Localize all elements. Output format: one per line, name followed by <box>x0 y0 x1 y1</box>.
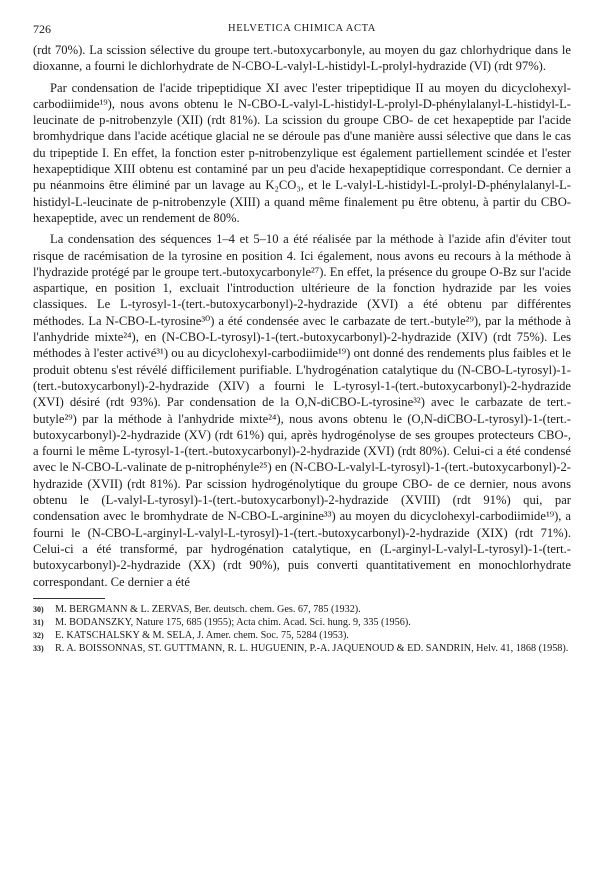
footnote-text: R. A. BOISSONNAS, ST. GUTTMANN, R. L. HUGUENIN, P.-A. JAQUENOUD & ED. SANDRIN, Helv. 41, 1868 (1958). <box>55 642 569 654</box>
running-header <box>33 22 571 38</box>
page <box>33 22 571 655</box>
footnote-text: M. BODANSZKY, Nature 175, 685 (1955); Acta chim. Acad. Sci. hung. 9, 335 (1956). <box>55 616 411 628</box>
paragraph-condensation: La condensation des séquences 1–4 et 5–10 a été réalisée par la méthode à l'azide afin d'éviter tout risque de racémisation de la tyrosine en position 4. Ici également, nous avons eu recours à la méthode à l'hydrazide protégé par le groupe tert.-butoxycarbonyle²⁷). En effet, la présence du groupe O-Bz sur l'acide aspartique, en position 1, excluait l'introduction ultérieure de la fonction hydrazide par les voies classiques. Le L-tyrosyl-1-(tert.-butoxycarbonyl)-2-hydrazide (XVI) a été obtenu par différentes méthodes. La N-CBO-L-tyrosine³⁰) a été condensée avec le carbazate de tert.-butyle²⁹), par la méthode à l'anhydride mixte²⁴), en (N-CBO-L-tyrosyl)-1-(tert.-butoxycarbonyl)-2-hydrazide (XIV) (rdt 75%). Les méthodes à l'ester activé³¹) ou au dicyclohexyl-carbodiimide¹⁹) ont donné des rendements plus faibles et le produit obtenu s'est révélé difficilement purifiable. L'hydrogénation catalytique du (N-CBO-L-tyrosyl)-1-(tert.-butoxycarbonyl)-2-hydrazide (XIV) a fourni le L-tyrosyl-1-(tert.-butoxycarbonyl)-2-hydrazide (XVI) désiré (rdt 93%). Par condensation de la O,N-diCBO-L-tyrosine³²) avec le carbazate de tert.-butyle²⁹) par la méthode à l'anhydride mixte²⁴), nous avons obtenu le (O,N-diCBO-L-tyrosyl)-1-(tert.-butoxycarbonyl)-2-hydrazide (XV) (rdt 61%) qui, après hydrogénolyse de ses groupes protecteurs CBO-, a fourni le même L-tyrosyl-1-(tert.-butoxycarbonyl)-2-hydrazide (XVI) (rdt 80%). Celui-ci a été condensé avec le N-CBO-L-valinate de p-nitrophényle²⁵) en (N-CBO-L-valyl-L-tyrosyl)-1-(tert.-butoxycarbonyl)-2-hydrazide (XVII) (rdt 81%). Par scission hydrogénolytique du groupe CBO- de ce dernier, nous avons obtenu le (L-valyl-L-tyrosyl)-1-(tert.-butoxycarbonyl)-2-hydrazide (XVIII) (rdt 91%) qui, par condensation avec le bromhydrate de N-CBO-L-arginine³³) au moyen du dicyclohexyl-carbodiimide¹⁹), a fourni le (N-CBO-L-arginyl-L-valyl-L-tyrosyl)-1-(tert.-butoxycarbonyl)-2-hydrazide (XIX) (rdt 71%). Celui-ci a été transformé, par hydrogénation catalytique, en (L-arginyl-L-valyl-L-tyrosyl)-1-(tert.-butoxycarbonyl)-2-hydrazide (XX) (rdt 90%), puis converti quantitativement en monochlorhydrate correspondant. Ce dernier a été <box>33 232 571 589</box>
body-text <box>33 42 571 590</box>
paragraph-hexapeptide: Par condensation de l'acide tripeptidique XI avec l'ester tripeptidique II au moyen du dicyclohexyl-carbodiimide¹⁹), nous avons obtenu le N-CBO-L-valyl-L-histidyl-L-prolyl-D-phénylalanyl-L-histidyl-L-leucinate de p-nitrobenzyle (XII) (rdt 81%). La scission du groupe CBO- de cet hexapeptide par l'acide bromhydrique dans l'acide acétique glacial ne se déroule pas d'une manière aussi sélective que dans le cas du tripeptide I. En effet, la fonction ester p-nitrobenzylique est également partiellement scindée et l'ester hexapeptidique XIII obtenu est contaminé par un peu d'acide hexapeptidique correspondant. Ce dernier a pu néanmoins être éliminé par un lavage au K₂CO₃, et le L-valyl-L-histidyl-L-prolyl-D-phénylalanyl-L-histidyl-L-leucinate de p-nitrobenzyle (XIII) a quand même finalement pu être obtenu, à partir du CBO-hexapeptide, avec un rendement de 80%. <box>33 80 571 225</box>
paragraph-continuation: (rdt 70%). La scission sélective du groupe tert.-butoxycarbonyle, au moyen du gaz chlorhydrique dans le dioxanne, a fourni le dichlorhydrate de N-CBO-L-valyl-L-histidyl-L-prolyl-hydrazide (VI) (rdt 97%). <box>33 43 571 74</box>
running-title: HELVETICA CHIMICA ACTA <box>228 23 376 34</box>
footnote-number: 32) <box>33 630 44 640</box>
footnote-text: E. KATSCHALSKY & M. SELA, J. Amer. chem. Soc. 75, 5284 (1953). <box>55 629 349 641</box>
footnote-number: 31) <box>33 617 44 627</box>
footnotes <box>33 603 571 655</box>
footnote-number: 30) <box>33 604 44 614</box>
footnote-32 <box>33 629 571 642</box>
footnote-text: M. BERGMANN & L. ZERVAS, Ber. deutsch. chem. Ges. 67, 785 (1932). <box>55 603 361 615</box>
footnote-30 <box>33 603 571 616</box>
footnote-31 <box>33 616 571 629</box>
page-number: 726 <box>33 22 51 36</box>
footnote-number: 33) <box>33 643 44 653</box>
footnote-separator <box>33 598 105 599</box>
footnote-33 <box>33 642 571 655</box>
